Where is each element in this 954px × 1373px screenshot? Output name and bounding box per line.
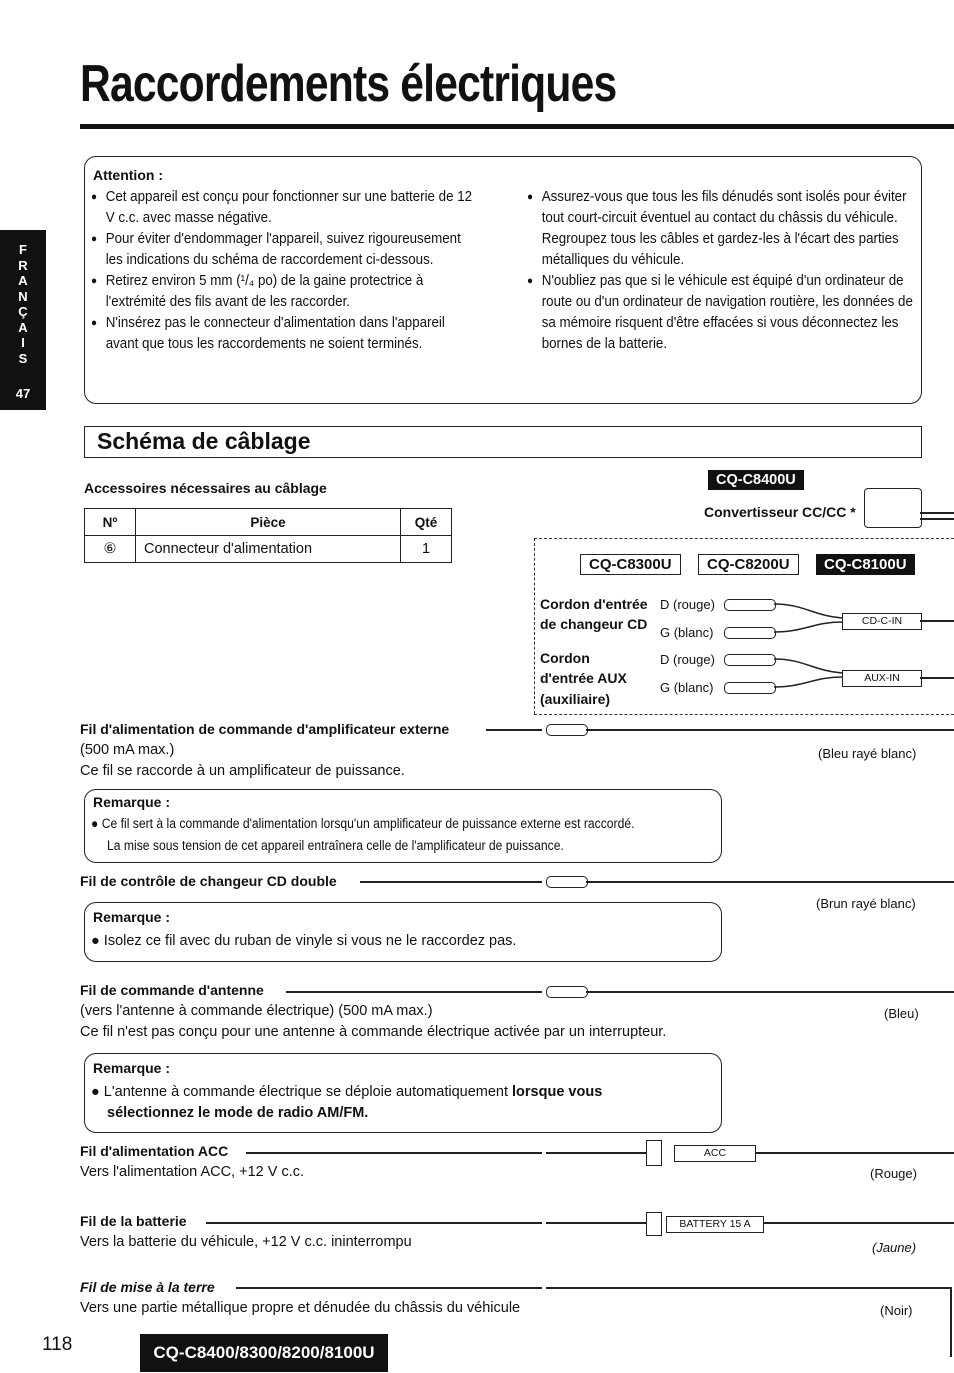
aux-cord-right: D (rouge) <box>660 652 715 667</box>
antenna-line <box>586 991 954 993</box>
cell-part: Connecteur d'alimentation <box>136 536 401 563</box>
rca-plug <box>724 682 776 694</box>
attention-item: ● N'insérez pas le connecteur d'alimentation dans l'appareil avant que tous les raccordements ne soient terminés. <box>91 313 477 355</box>
side-tab-number: 47 <box>15 386 31 401</box>
accessories-table <box>84 508 452 563</box>
battery-line1: Vers la batterie du véhicule, +12 V c.c. ininterrompu <box>80 1234 412 1250</box>
antenna-note-box <box>84 1053 722 1133</box>
cd-cord-label-2: de changeur CD <box>540 616 648 632</box>
ground-title: Fil de mise à la terre <box>80 1279 215 1295</box>
amp-wire-line <box>586 729 954 731</box>
cd-control-note-text: ● Isolez ce fil avec du ruban de vinyle si vous ne le raccordez pas. <box>91 933 517 949</box>
section-title-box <box>84 426 922 458</box>
amp-note-text-2: La mise sous tension de cet appareil entraînera celle de l'amplificateur de puissance. <box>107 838 564 853</box>
rca-plug <box>724 627 776 639</box>
amp-wire-line2: Ce fil se raccorde à un amplificateur de puissance. <box>80 763 405 779</box>
cd-cord-left: G (blanc) <box>660 625 714 640</box>
model-tag-c8400: CQ-C8400U <box>708 470 804 490</box>
antenna-note-text-2: sélectionnez le mode de radio AM/FM. <box>107 1105 369 1121</box>
battery-line <box>764 1222 954 1224</box>
language-side-tab <box>0 230 46 410</box>
dashed-region-left <box>534 538 535 714</box>
ground-line1: Vers une partie métallique propre et dénudée du châssis du véhicule <box>80 1300 521 1316</box>
dashed-region-bottom <box>534 714 954 715</box>
attention-item: ● Retirez environ 5 mm (¹/₄ po) de la gaine protectrice à l'extrémité des fils avant de les raccorder. <box>91 271 477 313</box>
arrow-icon <box>486 729 542 731</box>
attention-item: ● Pour éviter d'endommager l'appareil, suivez rigoureusement les indications du schéma de raccordement ci-dessous. <box>91 229 477 271</box>
col-header-no: Nº <box>85 509 136 536</box>
converter-label: Convertisseur CC/CC * <box>704 504 856 520</box>
aux-cord-left: G (blanc) <box>660 680 714 695</box>
amp-wire-color: (Bleu rayé blanc) <box>818 746 917 761</box>
acc-title: Fil d'alimentation ACC <box>80 1143 229 1159</box>
antenna-line1: (vers l'antenne à commande électrique) (500 mA max.) <box>80 1003 433 1019</box>
attention-item: ● N'oubliez pas que si le véhicule est équipé d'un ordinateur de route ou d'un ordinateur de navigation routière, les données de sa mémoire risquent d'être effacées si vous déconnectez les bornes de la batterie. <box>527 271 913 355</box>
cd-control-line <box>586 881 954 883</box>
arrow-icon <box>206 1222 542 1224</box>
attention-heading: Attention : <box>93 167 163 183</box>
wire-end-plug <box>546 724 588 736</box>
converter-box <box>864 488 922 528</box>
arrow-icon <box>246 1152 542 1154</box>
note-heading: Remarque : <box>93 794 171 810</box>
arrow-icon <box>360 881 542 883</box>
cd-in-connector: CD-C-IN <box>842 613 922 630</box>
amp-note-box <box>84 789 722 863</box>
cd-control-note-box <box>84 902 722 962</box>
title-rule <box>80 124 954 129</box>
note-heading: Remarque : <box>93 1060 171 1076</box>
attention-right-list <box>527 187 913 355</box>
wire-end-plug <box>546 986 588 998</box>
dashed-region-top <box>534 538 954 539</box>
antenna-line2: Ce fil n'est pas conçu pour une antenne à commande électrique activée par un interrupteur. <box>80 1024 667 1040</box>
battery-line <box>546 1222 646 1224</box>
aux-in-connector: AUX-IN <box>842 670 922 687</box>
amp-note-text: ● Ce fil sert à la commande d'alimentation lorsqu'un amplificateur de puissance externe est raccordé. <box>91 816 635 831</box>
col-header-part: Pièce <box>136 509 401 536</box>
attention-item: ● Assurez-vous que tous les fils dénudés sont isolés pour éviter tout court-circuit éventuel au contact du châssis du véhicule. Regroupez tous les câbles et gardez-les à l'écart des parties métalliques du véhicule. <box>527 187 913 271</box>
footer-model-banner: CQ-C8400/8300/8200/8100U <box>140 1334 388 1372</box>
acc-color: (Rouge) <box>870 1166 917 1181</box>
wire-end-plug <box>546 876 588 888</box>
page-number: 118 <box>42 1334 73 1355</box>
aux-cord-merge <box>774 651 844 697</box>
attention-item: ● Cet appareil est conçu pour fonctionner sur une batterie de 12 V c.c. avec masse négative. <box>91 187 477 229</box>
antenna-color: (Bleu) <box>884 1006 919 1021</box>
battery-title: Fil de la batterie <box>80 1213 187 1229</box>
col-header-qty: Qté <box>401 509 452 536</box>
acc-connector: ACC <box>674 1145 756 1162</box>
rca-plug <box>724 599 776 611</box>
battery-connector: BATTERY 15 A <box>666 1216 764 1233</box>
fuse-holder-icon <box>646 1140 662 1166</box>
rca-plug <box>724 654 776 666</box>
cd-cord-label-1: Cordon d'entrée <box>540 596 648 612</box>
ground-line-vertical <box>950 1287 952 1357</box>
accessories-heading: Accessoires nécessaires au câblage <box>84 480 327 496</box>
aux-cord-label-3: (auxiliaire) <box>540 691 611 707</box>
arrow-icon <box>236 1287 542 1289</box>
table-row <box>85 536 452 563</box>
aux-cord-label-2: d'entrée AUX <box>540 670 627 686</box>
cd-cord-right: D (rouge) <box>660 597 715 612</box>
attention-left-list <box>91 187 477 355</box>
antenna-note-text: ● L'antenne à commande électrique se déploie automatiquement lorsque vous <box>91 1084 603 1100</box>
page-title: Raccordements électriques <box>80 55 617 113</box>
table-header-row <box>85 509 452 536</box>
ground-line <box>546 1287 952 1289</box>
acc-line <box>756 1152 954 1154</box>
aux-in-wire <box>920 677 954 679</box>
acc-line1: Vers l'alimentation ACC, +12 V c.c. <box>80 1164 304 1180</box>
cd-in-wire <box>920 620 954 622</box>
amp-wire-title: Fil d'alimentation de commande d'amplificateur externe <box>80 721 450 737</box>
section-title: Schéma de câblage <box>97 428 311 454</box>
aux-cord-label-1: Cordon <box>540 650 590 666</box>
cd-cord-merge <box>774 596 844 642</box>
fuse-holder-icon <box>646 1212 662 1236</box>
battery-color: (Jaune) <box>872 1240 917 1255</box>
model-tag-c8200: CQ-C8200U <box>698 554 799 575</box>
converter-wire <box>920 518 954 520</box>
cell-qty: 1 <box>401 536 452 563</box>
cd-control-color: (Brun rayé blanc) <box>816 896 916 911</box>
cell-no: ⑥ <box>85 536 136 563</box>
cd-control-title: Fil de contrôle de changeur CD double <box>80 873 337 889</box>
model-tag-c8300: CQ-C8300U <box>580 554 681 575</box>
side-tab-letters: F R A N Ç A I S <box>18 242 28 366</box>
acc-line <box>546 1152 646 1154</box>
arrow-icon <box>286 991 542 993</box>
note-heading: Remarque : <box>93 909 171 925</box>
model-tag-c8100: CQ-C8100U <box>816 554 915 575</box>
converter-wire <box>920 512 954 514</box>
amp-wire-line1: (500 mA max.) <box>80 742 175 758</box>
antenna-title: Fil de commande d'antenne <box>80 982 264 998</box>
attention-box <box>84 156 922 404</box>
ground-color: (Noir) <box>880 1303 913 1318</box>
